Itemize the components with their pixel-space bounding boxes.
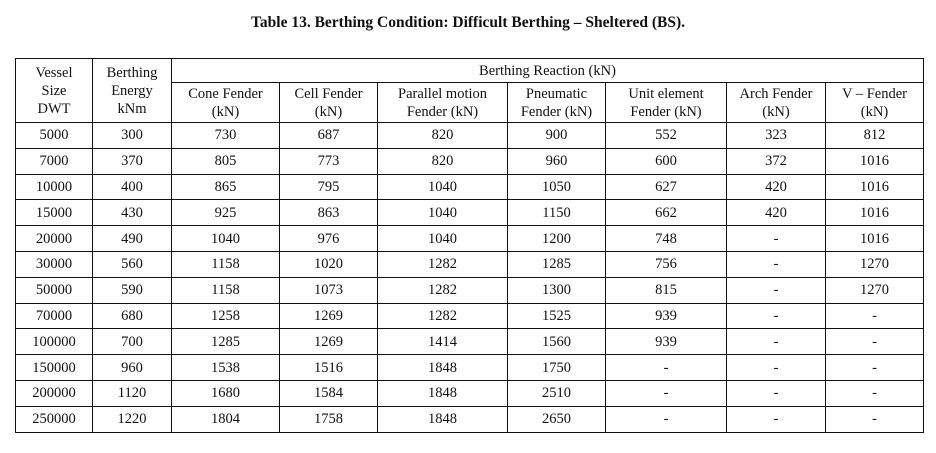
cone-fender-cell: 730: [172, 123, 280, 149]
vessel-size-cell: 150000: [16, 355, 93, 381]
header-line: Berthing: [106, 64, 158, 81]
cell-fender-cell: 1073: [280, 277, 378, 303]
v-fender-cell: 812: [826, 123, 924, 149]
cell-fender-cell: 773: [280, 148, 378, 174]
header-vessel-size: [16, 59, 93, 123]
cone-fender-cell: 1285: [172, 329, 280, 355]
header-cone-fender: [172, 83, 280, 123]
table-row: [16, 329, 924, 355]
berthing-energy-cell: 490: [93, 226, 172, 252]
header-line: Size: [41, 82, 67, 99]
arch-fender-cell: 420: [727, 200, 826, 226]
vessel-size-cell: 50000: [16, 277, 93, 303]
parallel-motion-fender-cell: 820: [378, 123, 508, 149]
unit-element-fender-cell: 627: [606, 174, 727, 200]
arch-fender-cell: -: [727, 355, 826, 381]
v-fender-cell: 1270: [826, 251, 924, 277]
cell-fender-cell: 976: [280, 226, 378, 252]
cell-fender-cell: 1584: [280, 380, 378, 406]
pneumatic-fender-cell: 2650: [508, 406, 606, 432]
berthing-energy-cell: 430: [93, 200, 172, 226]
arch-fender-cell: -: [727, 226, 826, 252]
arch-fender-cell: -: [727, 380, 826, 406]
vessel-size-cell: 70000: [16, 303, 93, 329]
header-line: (kN): [860, 103, 889, 120]
unit-element-fender-cell: 552: [606, 123, 727, 149]
table-row: [16, 174, 924, 200]
unit-element-fender-cell: 815: [606, 277, 727, 303]
vessel-size-cell: 30000: [16, 251, 93, 277]
vessel-size-cell: 20000: [16, 226, 93, 252]
v-fender-cell: -: [826, 380, 924, 406]
vessel-size-cell: 5000: [16, 123, 93, 149]
v-fender-cell: 1016: [826, 200, 924, 226]
pneumatic-fender-cell: 1525: [508, 303, 606, 329]
table-body: [16, 123, 924, 433]
header-berthing-reaction-group: Berthing Reaction (kN): [172, 59, 924, 83]
cell-fender-cell: 1020: [280, 251, 378, 277]
pneumatic-fender-cell: 1560: [508, 329, 606, 355]
header-line: Fender (kN): [406, 103, 479, 120]
arch-fender-cell: 420: [727, 174, 826, 200]
table-row: [16, 148, 924, 174]
unit-element-fender-cell: 748: [606, 226, 727, 252]
header-line: Cone Fender: [188, 85, 263, 102]
berthing-energy-cell: 960: [93, 355, 172, 381]
header-line: Unit element: [628, 85, 704, 102]
table-row: [16, 226, 924, 252]
header-parallel-motion-fender: [378, 83, 508, 123]
pneumatic-fender-cell: 1050: [508, 174, 606, 200]
cell-fender-cell: 1269: [280, 329, 378, 355]
v-fender-cell: -: [826, 406, 924, 432]
header-berthing-energy: [93, 59, 172, 123]
table-row: [16, 355, 924, 381]
cone-fender-cell: 865: [172, 174, 280, 200]
cell-fender-cell: 1516: [280, 355, 378, 381]
berthing-energy-cell: 1220: [93, 406, 172, 432]
pneumatic-fender-cell: 1285: [508, 251, 606, 277]
table-row: [16, 123, 924, 149]
berthing-energy-cell: 1120: [93, 380, 172, 406]
parallel-motion-fender-cell: 820: [378, 148, 508, 174]
berthing-energy-cell: 700: [93, 329, 172, 355]
v-fender-cell: 1016: [826, 226, 924, 252]
header-line: Fender (kN): [630, 103, 702, 120]
berthing-energy-cell: 400: [93, 174, 172, 200]
parallel-motion-fender-cell: 1848: [378, 406, 508, 432]
parallel-motion-fender-cell: 1282: [378, 303, 508, 329]
header-line: Energy: [111, 82, 153, 99]
vessel-size-cell: 10000: [16, 174, 93, 200]
header-line: V – Fender: [842, 85, 907, 102]
pneumatic-fender-cell: 1300: [508, 277, 606, 303]
arch-fender-cell: -: [727, 251, 826, 277]
pneumatic-fender-cell: 900: [508, 123, 606, 149]
parallel-motion-fender-cell: 1848: [378, 380, 508, 406]
v-fender-cell: 1270: [826, 277, 924, 303]
header-unit-element-fender: [606, 83, 727, 123]
header-line: kNm: [117, 100, 147, 117]
arch-fender-cell: -: [727, 406, 826, 432]
cone-fender-cell: 805: [172, 148, 280, 174]
header-line: Cell Fender: [294, 85, 363, 102]
arch-fender-cell: -: [727, 303, 826, 329]
cell-fender-cell: 795: [280, 174, 378, 200]
table-row: [16, 251, 924, 277]
header-line: (kN): [314, 103, 343, 120]
berthing-energy-cell: 590: [93, 277, 172, 303]
parallel-motion-fender-cell: 1282: [378, 251, 508, 277]
parallel-motion-fender-cell: 1040: [378, 174, 508, 200]
table-row: [16, 200, 924, 226]
parallel-motion-fender-cell: 1282: [378, 277, 508, 303]
cone-fender-cell: 1258: [172, 303, 280, 329]
parallel-motion-fender-cell: 1848: [378, 355, 508, 381]
unit-element-fender-cell: -: [606, 406, 727, 432]
vessel-size-cell: 100000: [16, 329, 93, 355]
table-row: [16, 380, 924, 406]
v-fender-cell: -: [826, 329, 924, 355]
parallel-motion-fender-cell: 1040: [378, 200, 508, 226]
cell-fender-cell: 1758: [280, 406, 378, 432]
pneumatic-fender-cell: 2510: [508, 380, 606, 406]
berthing-energy-cell: 370: [93, 148, 172, 174]
vessel-size-cell: 250000: [16, 406, 93, 432]
cone-fender-cell: 1538: [172, 355, 280, 381]
v-fender-cell: -: [826, 355, 924, 381]
table-row: [16, 303, 924, 329]
pneumatic-fender-cell: 1750: [508, 355, 606, 381]
v-fender-cell: 1016: [826, 148, 924, 174]
berthing-energy-cell: 560: [93, 251, 172, 277]
arch-fender-cell: 372: [727, 148, 826, 174]
v-fender-cell: -: [826, 303, 924, 329]
unit-element-fender-cell: 939: [606, 303, 727, 329]
berthing-reaction-table: [15, 58, 924, 433]
arch-fender-cell: -: [727, 277, 826, 303]
unit-element-fender-cell: 600: [606, 148, 727, 174]
cone-fender-cell: 1680: [172, 380, 280, 406]
pneumatic-fender-cell: 1200: [508, 226, 606, 252]
parallel-motion-fender-cell: 1040: [378, 226, 508, 252]
arch-fender-cell: -: [727, 329, 826, 355]
unit-element-fender-cell: 939: [606, 329, 727, 355]
table-caption: Table 13. Berthing Condition: Difficult Berthing – Sheltered (BS).: [250, 14, 686, 31]
header-arch-fender: [727, 83, 826, 123]
header-line: (kN): [211, 103, 240, 120]
header-line: Parallel motion: [398, 85, 487, 102]
header-pneumatic-fender: [508, 83, 606, 123]
header-line: Vessel: [35, 64, 73, 81]
header-line: DWT: [37, 100, 71, 117]
vessel-size-cell: 7000: [16, 148, 93, 174]
table-row: [16, 277, 924, 303]
cone-fender-cell: 925: [172, 200, 280, 226]
arch-fender-cell: 323: [727, 123, 826, 149]
table-row: [16, 406, 924, 432]
berthing-energy-cell: 680: [93, 303, 172, 329]
berthing-energy-cell: 300: [93, 123, 172, 149]
pneumatic-fender-cell: 1150: [508, 200, 606, 226]
cone-fender-cell: 1158: [172, 277, 280, 303]
vessel-size-cell: 200000: [16, 380, 93, 406]
pneumatic-fender-cell: 960: [508, 148, 606, 174]
cell-fender-cell: 863: [280, 200, 378, 226]
cell-fender-cell: 687: [280, 123, 378, 149]
v-fender-cell: 1016: [826, 174, 924, 200]
parallel-motion-fender-cell: 1414: [378, 329, 508, 355]
cone-fender-cell: 1804: [172, 406, 280, 432]
unit-element-fender-cell: -: [606, 355, 727, 381]
cell-fender-cell: 1269: [280, 303, 378, 329]
header-line: Arch Fender: [739, 85, 813, 102]
header-line: (kN): [762, 103, 790, 120]
header-cell-fender: [280, 83, 378, 123]
cone-fender-cell: 1158: [172, 251, 280, 277]
vessel-size-cell: 15000: [16, 200, 93, 226]
unit-element-fender-cell: -: [606, 380, 727, 406]
unit-element-fender-cell: 662: [606, 200, 727, 226]
header-line: Pneumatic: [525, 85, 588, 102]
cone-fender-cell: 1040: [172, 226, 280, 252]
header-line: Fender (kN): [520, 103, 593, 120]
unit-element-fender-cell: 756: [606, 251, 727, 277]
header-v-fender: [826, 83, 924, 123]
